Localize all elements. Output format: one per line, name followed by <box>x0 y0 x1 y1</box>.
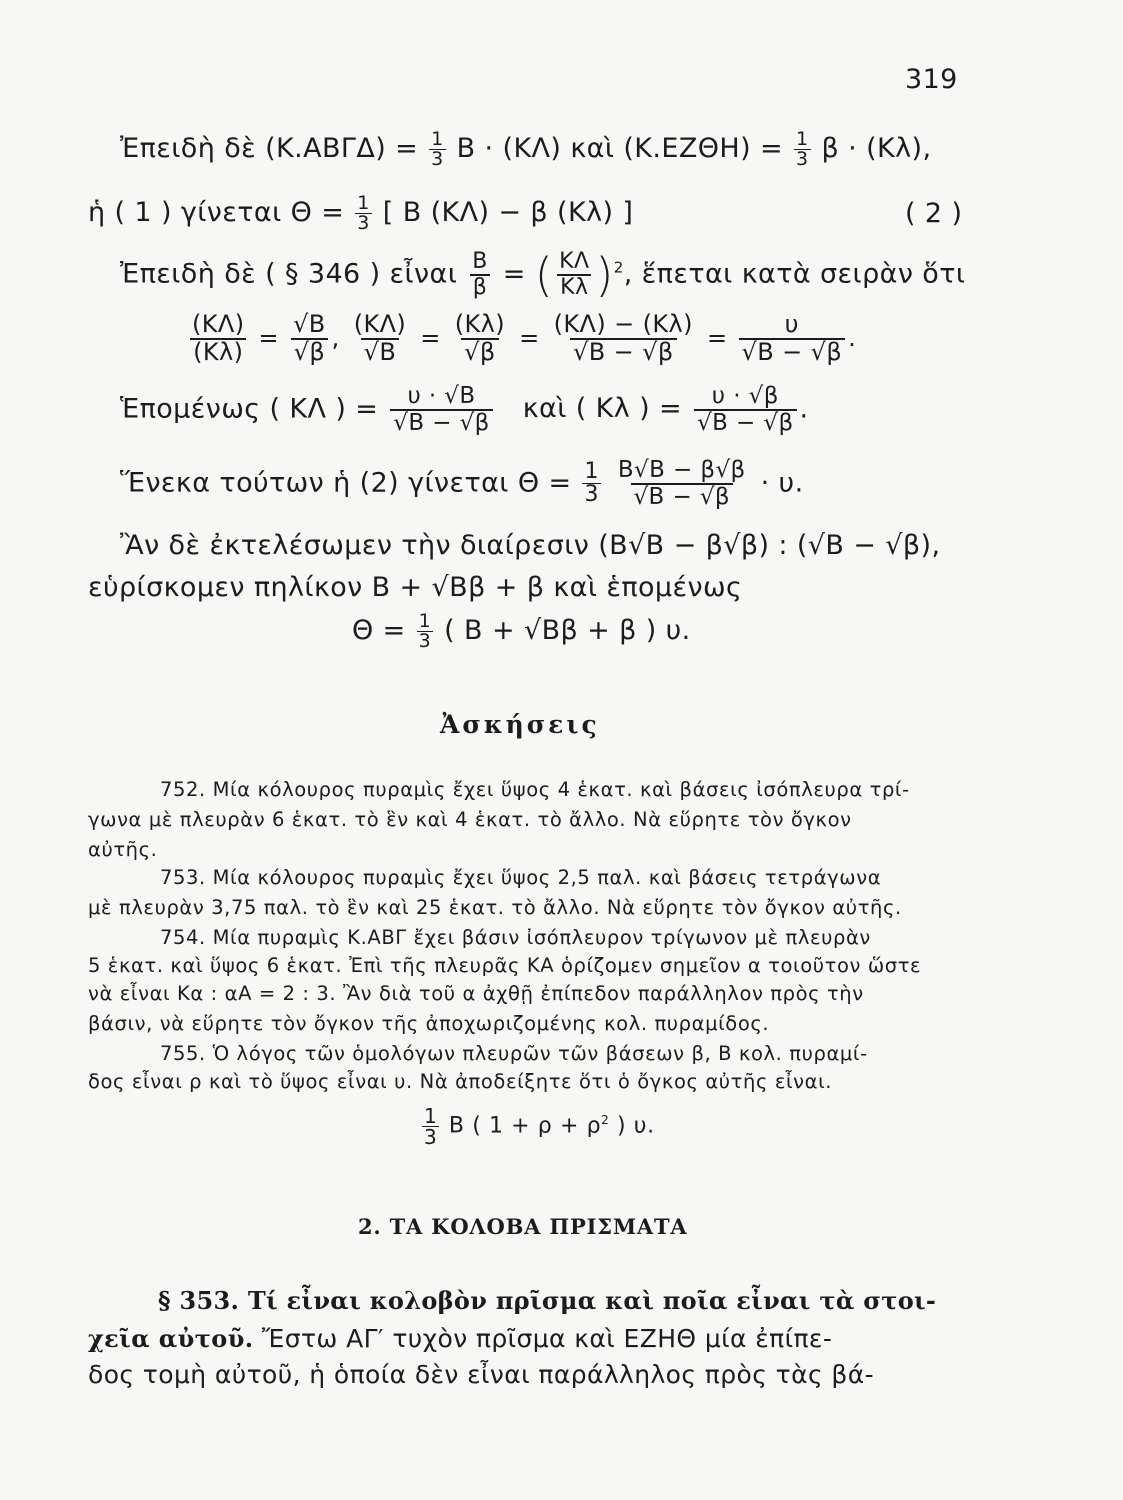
equation-line-7: Ἂν δὲ ἐκτελέσωμεν τὴν διαίρεσιν (Β√Β − β√β) : (√Β − √β), <box>120 530 941 561</box>
fraction: $\frac{1}{3}$ <box>418 610 432 652</box>
fraction: $\frac{√B}{√\beta}$ <box>290 312 329 366</box>
exercise-line: μὲ πλευρὰν 3,75 παλ. τὸ ἓν καὶ 25 ἑκατ. τὸ ἄλλο. Νὰ εὕρητε τὸν ὄγκον αὐτῆς. <box>88 896 902 919</box>
exercise-line: γωνα μὲ πλευρὰν 6 ἑκατ. τὸ ἓν καὶ 4 ἑκατ. τὸ ἄλλο. Νὰ εὕρητε τὸν ὄγκον <box>88 808 852 831</box>
exercise-formula: $\frac{1}{3}$ Β ( $1 + \rho + \rho^2$ ) υ. <box>424 1104 655 1149</box>
exercise-line: δος εἶναι ρ καὶ τὸ ὕψος εἶναι υ. Νὰ ἀποδείξητε ὅτι ὁ ὄγκος αὐτῆς εἶναι. <box>88 1070 833 1093</box>
paragraph-line-1: § 353. Τί εἶναι κολοβὸν πρῖσμα καὶ ποῖα εἶναι τὰ στοι- <box>158 1286 937 1315</box>
exercise-line: βάσιν, νὰ εὕρητε τὸν ὄγκον τῆς ἀποχωριζομένης κολ. πυραμίδος. <box>88 1012 770 1035</box>
exercises-title: Ἀσκήσεις <box>440 710 600 739</box>
fraction: $\frac{(K\Lambda)}{(K\lambda)}$ <box>192 310 245 366</box>
exercise-line: νὰ εἶναι Κα : αΑ = 2 : 3. Ἂν διὰ τοῦ α ἀχθῇ ἐπίπεδον παράλληλον πρὸς τὴν <box>88 982 864 1005</box>
fraction: $\frac{1}{3}$ <box>584 459 599 508</box>
equation-line-5: Ἑπομένως ( ΚΛ ) = $\frac{\upsilon \cdot √B}{√B - √\beta}$ καὶ ( Κλ ) = $\frac{\upsilon \cdot √\beta}{√B - √\beta}$ . <box>120 383 809 436</box>
fraction: $\frac{(K\lambda)}{√\beta}$ <box>454 310 506 366</box>
page-number: 319 <box>905 64 958 95</box>
paragraph-line-2: χεῖα αὐτοῦ. Ἔστω ΑΓ′ τυχὸν πρῖσμα καὶ ΕΖΗΘ μία ἐπίπε- <box>88 1324 833 1353</box>
fraction: $\frac{1}{3}$ <box>424 1104 438 1149</box>
equation-line-6: Ἕνεκα τούτων ἡ (2) γίνεται Θ = $\frac{1}{3}$ $\frac{B√B - \beta√\beta}{√B - √\beta}$ · υ. <box>120 457 804 510</box>
fraction: $\frac{K\Lambda}{K\lambda}$ <box>559 249 590 300</box>
paragraph-line-3: δος τομὴ αὐτοῦ, ἡ ὁποία δὲν εἶναι παράλληλος πρὸς τὰς βά- <box>88 1360 875 1389</box>
exercise-line: αὐτῆς. <box>88 838 158 861</box>
fraction: $\frac{B}{\beta}$ <box>469 250 491 300</box>
fraction: $\frac{1}{3}$ <box>357 192 370 234</box>
fraction: $\frac{\upsilon \cdot √B}{√B - √\beta}$ <box>390 384 492 436</box>
equation-line-4: $\frac{(K\Lambda)}{(K\lambda)}$ = $\frac{√B}{√\beta}$ , $\frac{(K\Lambda)}{√B}$ = $\frac{(K\lambda)}{√\beta}$ = $\frac{(K\Lambda) - (K\lambda)}{√B - √\beta}$ = $\frac{\upsilon}{√B - √\beta}$ . <box>186 312 856 366</box>
equation-tag-2: ( 2 ) <box>905 198 963 229</box>
equation-line-8: εὑρίσκομεν πηλίκον Β + √Ββ + β καὶ ἑπομένως <box>88 572 743 603</box>
equation-line-1: Ἐπειδὴ δὲ (Κ.ΑΒΓΔ) = $\frac{1}{3}$ Β · (ΚΛ) καὶ (Κ.ΕΖΘΗ) = $\frac{1}{3}$ β · (Κλ), <box>120 128 932 170</box>
fraction: $\frac{1}{3}$ <box>796 128 809 170</box>
equation-line-2: ἡ ( 1 ) γίνεται Θ = $\frac{1}{3}$ [ Β (ΚΛ) − β (Κλ) ] <box>88 192 634 234</box>
fraction: $\frac{(K\Lambda)}{√B}$ <box>353 310 407 366</box>
exercise-line: 752. Μία κόλουρος πυραμὶς ἔχει ὕψος 4 ἑκατ. καὶ βάσεις ἰσόπλευρα τρί- <box>160 778 910 801</box>
exercise-line: 754. Μία πυραμὶς Κ.ΑΒΓ ἔχει βάσιν ἰσόπλευρον τρίγωνον μὲ πλευρὰν <box>160 926 871 949</box>
fraction: $\frac{B√B - \beta√\beta}{√B - √\beta}$ <box>617 457 746 510</box>
equation-line-3: Ἐπειδὴ δὲ ( § 346 ) εἶναι $\frac{B}{\beta}$ = ( $\frac{K\Lambda}{K\lambda}$ )$^2$, ἕπεται κατὰ σειρὰν ὅτι <box>120 248 966 302</box>
fraction: $\frac{(K\Lambda) - (K\lambda)}{√B - √\beta}$ <box>553 310 693 366</box>
exercise-line: 753. Μία κόλουρος πυραμὶς ἔχει ὕψος 2,5 παλ. καὶ βάσεις τετράγωνα <box>160 866 882 889</box>
exercise-line: 5 ἑκατ. καὶ ὕψος 6 ἑκατ. Ἐπὶ τῆς πλευρᾶς ΚΑ ὁρίζομεν σημεῖον α τοιοῦτον ὥστε <box>88 954 922 977</box>
section-heading: 2. ΤΑ ΚΟΛΟΒΑ ΠΡΙΣΜΑΤΑ <box>358 1214 688 1239</box>
fraction: $\frac{\upsilon}{√B - √\beta}$ <box>739 312 846 366</box>
equation-line-9: Θ = $\frac{1}{3}$ ( Β + √Ββ + β ) υ. <box>352 610 691 652</box>
fraction: $\frac{\upsilon \cdot √\beta}{√B - √\beta}$ <box>694 384 796 436</box>
exercise-line: 755. Ὁ λόγος τῶν ὁμολόγων πλευρῶν τῶν βάσεων β, Β κολ. πυραμί- <box>160 1042 868 1065</box>
fraction: $\frac{1}{3}$ <box>431 128 444 170</box>
